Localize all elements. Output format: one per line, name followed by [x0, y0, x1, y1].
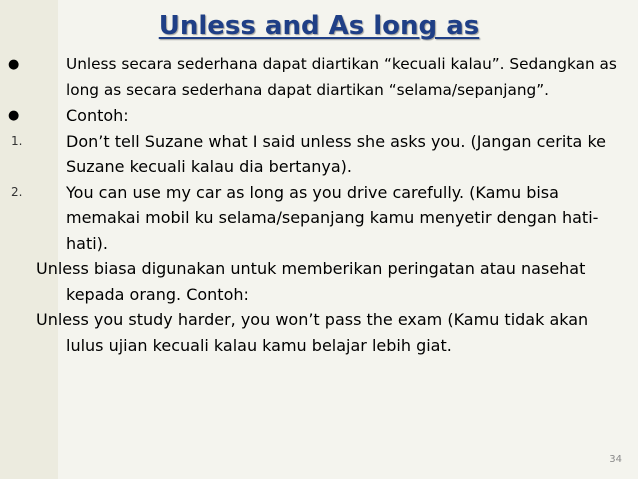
- paragraph-example: Unless you study harder, you won’t pass the exam (Kamu tidak akan lulus ujian kecuali kalau kamu belajar lebih giat.: [36, 310, 589, 355]
- numbered-text: Don’t tell Suzane what I said unless she asks you. (Jangan cerita ke Suzane kecuali kalau dia bertanya).: [66, 131, 606, 176]
- slide-title: Unless and As long as: [158, 11, 480, 41]
- bullet-text-definition: Unless secara sederhana dapat diartikan “kecuali kalau”. Sedangkan as long as secara sederhana dapat diartikan “selama/sepanjang”.: [66, 55, 617, 99]
- number-marker: 2.: [11, 184, 23, 199]
- numbered-item-1: [0, 129, 630, 180]
- bullet-item-example-heading: [0, 103, 630, 129]
- bullet-text-example-heading: Contoh:: [66, 106, 129, 125]
- bullet-item-definition: [0, 52, 630, 103]
- numbered-text: You can use my car as long as you drive carefully. (Kamu bisa memakai mobil ku selama/sepanjang kamu menyetir dengan hati-hati).: [66, 182, 599, 253]
- bullet-icon: ●: [8, 108, 20, 123]
- number-marker: 1.: [11, 133, 23, 148]
- page-number: 34: [609, 454, 622, 465]
- numbered-item-2: [0, 180, 630, 257]
- slide-body: [0, 52, 630, 358]
- paragraph-usage: Unless biasa digunakan untuk memberikan peringatan atau nasehat kepada orang. Contoh:: [36, 259, 586, 304]
- bullet-icon: ●: [8, 57, 20, 72]
